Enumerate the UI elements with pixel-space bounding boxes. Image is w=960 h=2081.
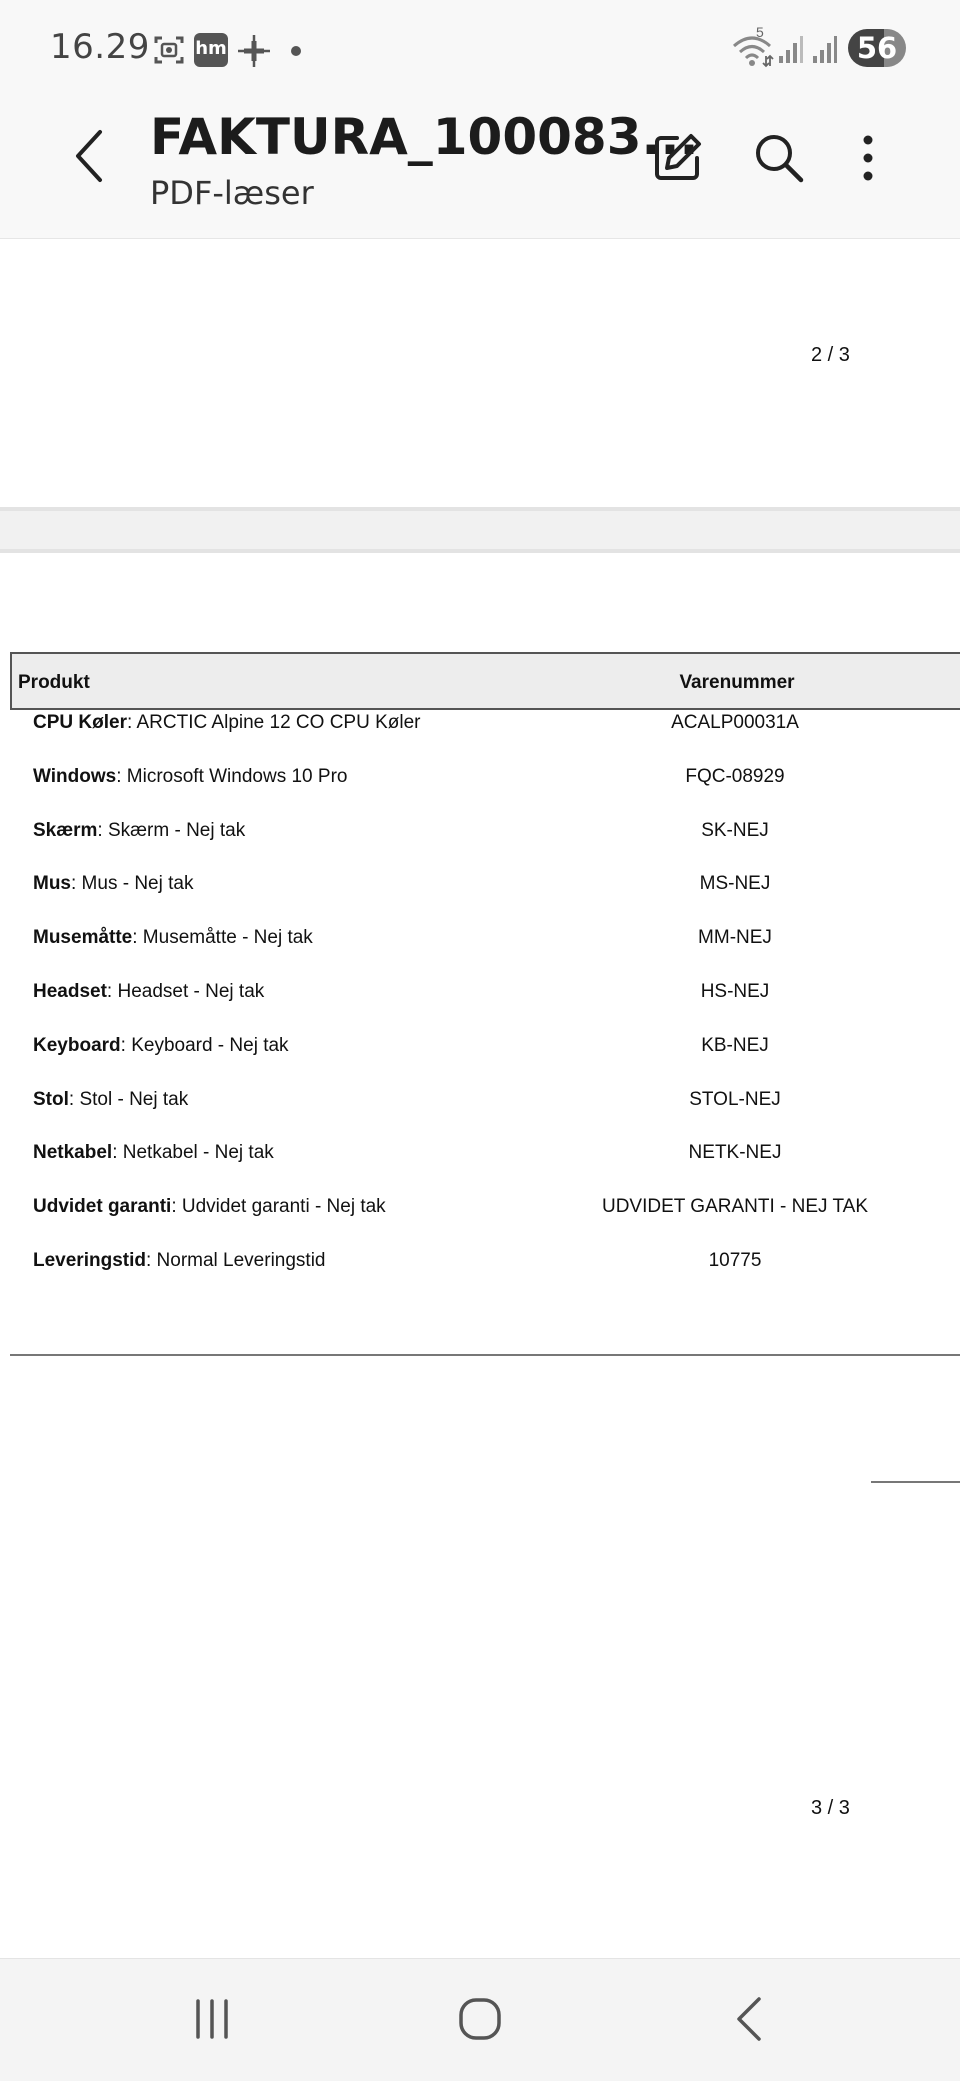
product-label: Musemåtte bbox=[33, 927, 133, 949]
sku-cell: NETK-NEJ bbox=[688, 1142, 782, 1164]
page-number: 2 / 3 bbox=[811, 344, 850, 366]
product-label: Udvidet garanti bbox=[33, 1196, 172, 1218]
table-row bbox=[10, 818, 960, 872]
product-value: : Skærm - Nej tak bbox=[97, 819, 246, 841]
product-label: Windows bbox=[33, 765, 117, 787]
table-row bbox=[10, 710, 960, 764]
app-bar bbox=[0, 100, 960, 239]
home-icon bbox=[456, 1995, 504, 2043]
status-bar bbox=[0, 0, 960, 100]
table-row bbox=[10, 871, 960, 925]
more-options-button[interactable] bbox=[838, 128, 898, 188]
status-time: 16.29 bbox=[50, 27, 150, 67]
page-number: 3 / 3 bbox=[811, 1797, 850, 1819]
document-title: FAKTURA_100083... bbox=[150, 108, 699, 166]
product-cell bbox=[33, 1196, 386, 1218]
product-table bbox=[10, 652, 960, 1302]
product-value: : Musemåtte - Nej tak bbox=[132, 927, 313, 949]
product-value: : Microsoft Windows 10 Pro bbox=[116, 765, 348, 787]
system-back-button[interactable] bbox=[714, 1989, 784, 2049]
sku-cell: STOL-NEJ bbox=[689, 1088, 781, 1110]
product-label: Leveringstid bbox=[33, 1249, 146, 1271]
product-label: Headset bbox=[33, 980, 107, 1002]
column-header-product: Produkt bbox=[18, 672, 90, 693]
product-cell bbox=[33, 712, 421, 734]
divider-line bbox=[871, 1481, 960, 1483]
edit-button[interactable] bbox=[647, 128, 707, 188]
product-value: : Headset - Nej tak bbox=[106, 980, 265, 1002]
column-header-sku: Varenummer bbox=[679, 672, 795, 693]
product-label: CPU Køler bbox=[33, 712, 127, 733]
table-row bbox=[10, 1087, 960, 1141]
sku-cell: UDVIDET GARANTI - NEJ TAK bbox=[601, 1196, 869, 1218]
product-cell bbox=[33, 927, 313, 949]
dot-icon bbox=[290, 44, 302, 62]
product-cell bbox=[33, 1250, 326, 1272]
search-icon bbox=[753, 132, 805, 184]
product-cell bbox=[33, 1142, 274, 1164]
product-value: : Udvidet garanti - Nej tak bbox=[171, 1196, 386, 1218]
product-value: : Keyboard - Nej tak bbox=[120, 1034, 289, 1056]
battery-indicator: 56 bbox=[848, 29, 906, 67]
table-header bbox=[10, 652, 960, 710]
document-subtitle: PDF-læser bbox=[150, 174, 314, 212]
product-value: : Normal Leveringstid bbox=[145, 1249, 326, 1271]
sku-cell: SK-NEJ bbox=[701, 819, 769, 841]
product-value: : Netkabel - Nej tak bbox=[112, 1142, 274, 1164]
table-row bbox=[10, 1033, 960, 1087]
table-bottom-rule bbox=[10, 1354, 960, 1356]
recent-apps-icon bbox=[190, 1997, 234, 2041]
product-value: : Stol - Nej tak bbox=[68, 1088, 189, 1110]
product-cell bbox=[33, 1035, 289, 1057]
edit-icon bbox=[651, 132, 703, 184]
product-label: Skærm bbox=[33, 819, 98, 841]
product-value: : ARCTIC Alpine 12 CO CPU Køler bbox=[126, 712, 421, 733]
wifi-badge: 5 bbox=[756, 24, 764, 40]
hm-app-label: hm bbox=[195, 38, 227, 59]
table-row bbox=[10, 1140, 960, 1194]
product-label: Mus bbox=[33, 873, 71, 895]
table-row bbox=[10, 979, 960, 1033]
recent-apps-button[interactable] bbox=[177, 1989, 247, 2049]
wifi-icon bbox=[730, 24, 774, 73]
signal-icon bbox=[778, 34, 804, 69]
table-body bbox=[10, 710, 960, 1302]
back-icon bbox=[729, 1995, 769, 2043]
chevron-left-icon bbox=[70, 128, 110, 184]
product-cell bbox=[33, 873, 193, 895]
page-separator bbox=[0, 507, 960, 553]
table-row bbox=[10, 1248, 960, 1302]
product-cell bbox=[33, 981, 264, 1003]
sku-cell: HS-NEJ bbox=[700, 980, 770, 1002]
product-label: Netkabel bbox=[33, 1142, 113, 1164]
product-cell bbox=[33, 1089, 188, 1111]
product-label: Keyboard bbox=[33, 1034, 121, 1056]
table-row bbox=[10, 925, 960, 979]
hm-app-icon bbox=[194, 33, 228, 72]
table-row bbox=[10, 1194, 960, 1248]
back-button[interactable] bbox=[60, 126, 120, 186]
product-cell bbox=[33, 766, 347, 788]
product-value: : Mus - Nej tak bbox=[71, 873, 194, 895]
navigation-bar bbox=[0, 1958, 960, 2081]
sku-cell: 10775 bbox=[708, 1249, 762, 1271]
product-label: Stol bbox=[33, 1088, 69, 1110]
sku-cell: MS-NEJ bbox=[699, 873, 771, 895]
sku-cell: KB-NEJ bbox=[701, 1034, 769, 1056]
more-vert-icon bbox=[858, 132, 878, 184]
product-cell bbox=[33, 820, 245, 842]
search-button[interactable] bbox=[749, 128, 809, 188]
screenshot-icon bbox=[152, 33, 186, 72]
signal-icon bbox=[812, 34, 838, 69]
sku-cell: ACALP00031A bbox=[671, 712, 799, 733]
home-button[interactable] bbox=[445, 1989, 515, 2049]
sparkle-icon bbox=[236, 33, 272, 74]
table-row bbox=[10, 764, 960, 818]
sku-cell: FQC-08929 bbox=[685, 765, 785, 787]
pdf-viewport[interactable] bbox=[0, 239, 960, 1957]
sku-cell: MM-NEJ bbox=[698, 927, 772, 949]
